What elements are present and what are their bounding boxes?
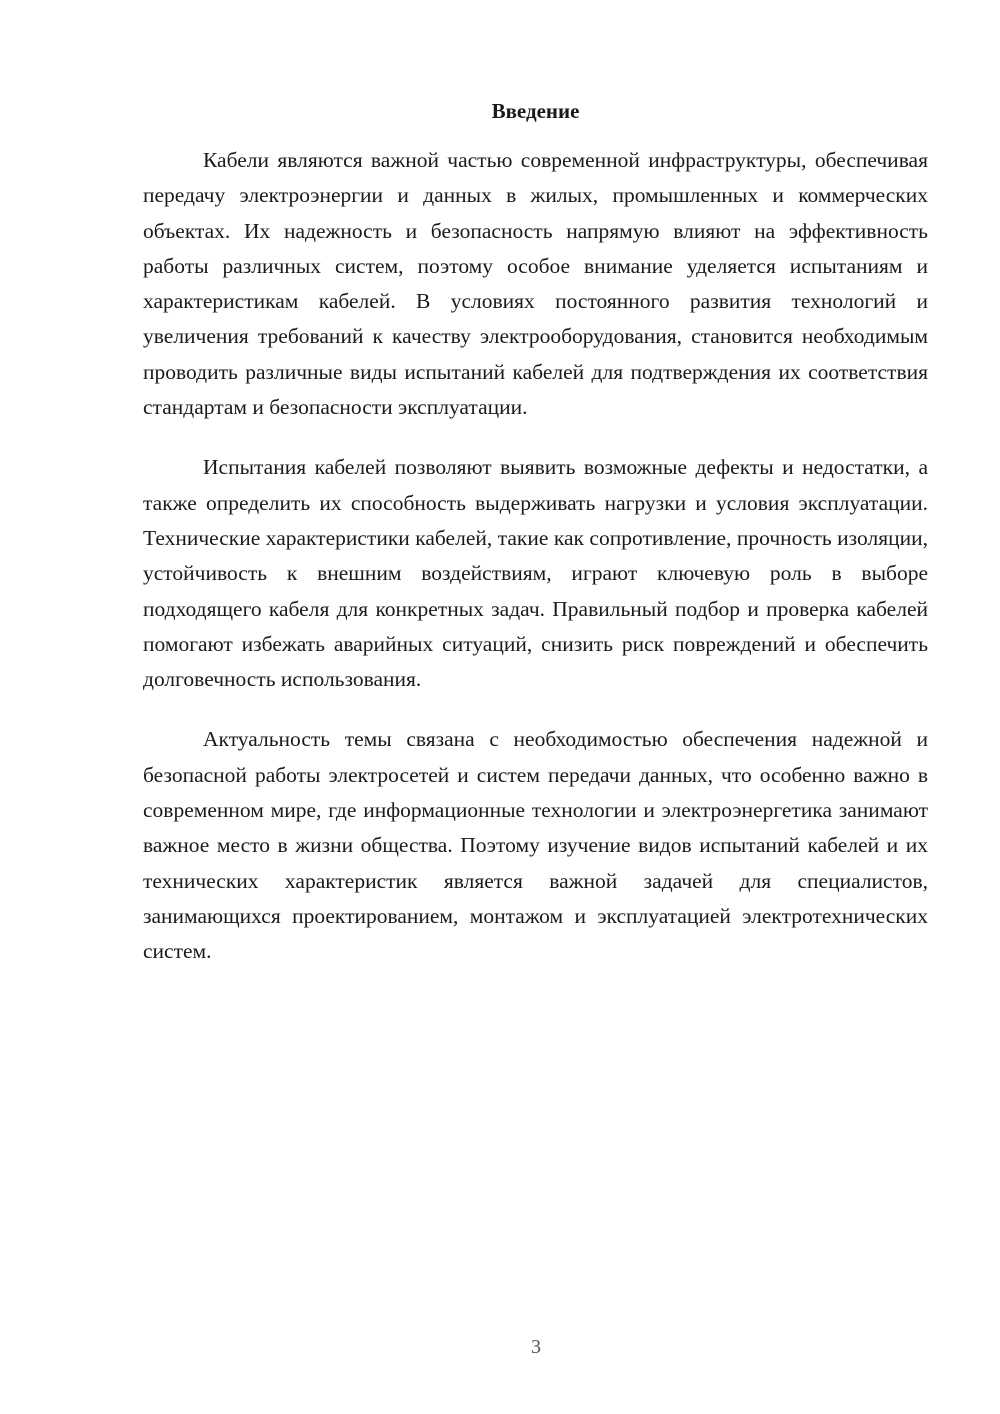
paragraph-1: Кабели являются важной частью современной инфраструктуры, обеспечивая передачу электроэнергии и данных в жилых, промышленных и коммерческих объектах. Их надежность и безопасность напрямую влияют на эффективность работы различных систем, поэтому особое внимание уделяется испытаниям и характеристикам кабелей. В условиях постоянного развития технологий и увеличения требований к качеству электрооборудования, становится необходимым проводить различные виды испытаний кабелей для подтверждения их соответствия стандартам и безопасности эксплуатации. (143, 148, 928, 420)
section-heading: Введение (491, 99, 580, 123)
body-text (143, 143, 928, 995)
paragraph-3: Актуальность темы связана с необходимостью обеспечения надежной и безопасной работы электросетей и систем передачи данных, что особенно важно в современном мире, где информационные технологии и электроэнергетика занимают важное место в жизни общества. Поэтому изучение видов испытаний кабелей и их технических характеристик является важной задачей для специалистов, занимающихся проектированием, монтажом и эксплуатацией электротехнических систем. (143, 727, 928, 964)
page-number: 3 (531, 1336, 541, 1358)
paragraph-2: Испытания кабелей позволяют выявить возможные дефекты и недостатки, а также определить их способность выдерживать нагрузки и условия эксплуатации. Технические характеристики кабелей, такие как сопротивление, прочность изоляции, устойчивость к внешним воздействиям, играют ключевую роль в выборе подходящего кабеля для конкретных задач. Правильный подбор и проверка кабелей помогают избежать аварийных ситуаций, снизить риск повреждений и обеспечить долговечность использования. (143, 455, 928, 692)
